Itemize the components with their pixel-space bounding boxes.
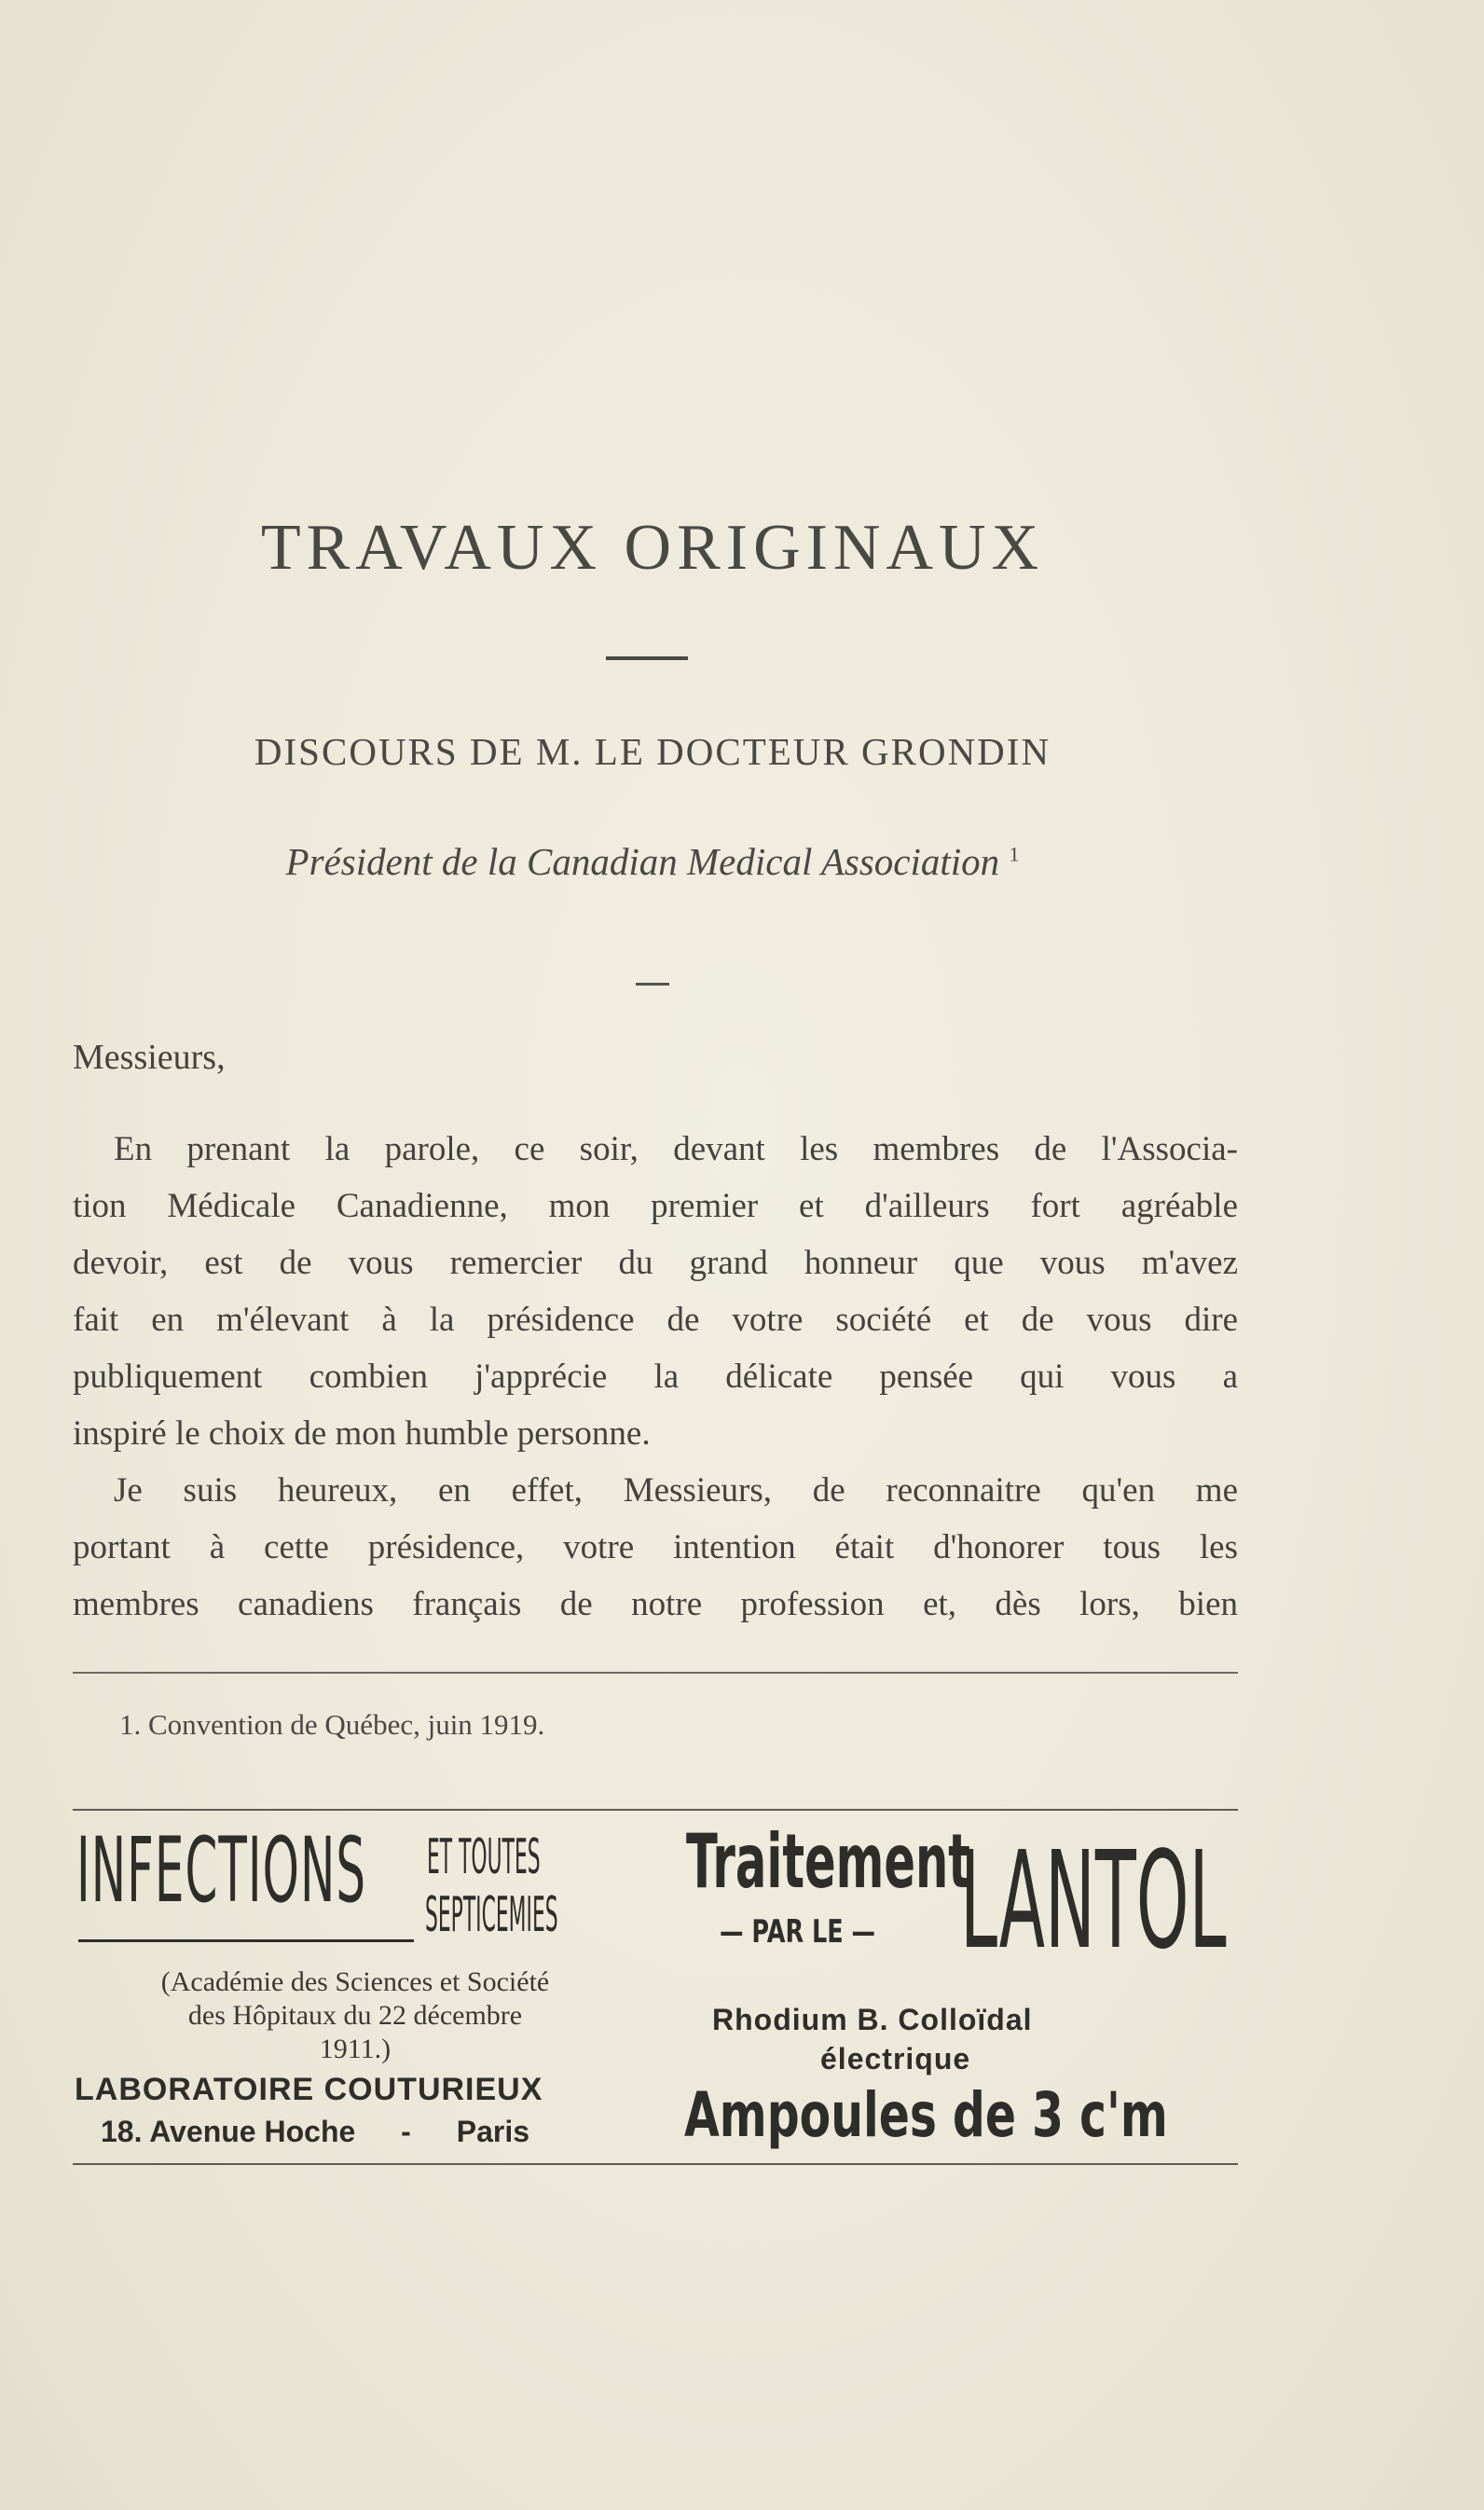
author-affiliation: [0, 839, 1305, 884]
ad-par-le: — PAR LE —: [720, 1913, 876, 1951]
section-dash: [636, 983, 669, 986]
title-divider: [606, 656, 688, 660]
text-line: fait en m'élevant à la présidence de votre société et de vous dire: [73, 1301, 1238, 1339]
ad-ampoules: Ampoules de 3 c'm: [684, 2079, 1168, 2151]
ad-address-city: Paris: [456, 2115, 529, 2148]
ad-lantol-brand: LANTOL: [960, 1822, 1227, 1979]
ad-address-sep: -: [401, 2115, 411, 2148]
text-line: Je suis heureux, en effet, Messieurs, de reconnaitre qu'en me: [114, 1471, 1238, 1510]
article-subtitle: DISCOURS DE M. LE DOCTEUR GRONDIN: [254, 730, 1051, 773]
text-line: membres canadiens français de notre profession et, dès lors, bien: [73, 1585, 1238, 1623]
ad-rhodium: Rhodium B. Colloïdal: [712, 2003, 1033, 2036]
ad-top-rule: [73, 1809, 1238, 1811]
ad-underline: [78, 1939, 414, 1942]
page-title: TRAVAUX ORIGINAUX: [260, 512, 1045, 584]
text-line: devoir, est de vous remercier du grand honneur que vous m'avez: [73, 1244, 1238, 1282]
ad-academie-note: [89, 1965, 621, 2066]
salutation: Messieurs,: [73, 1038, 226, 1077]
ad-septicemies: SEPTICEMIES: [425, 1887, 558, 1943]
ad-bottom-rule: [73, 2163, 1238, 2165]
footnote-rule: [73, 1672, 1238, 1674]
paragraph-2: [73, 1462, 1238, 1633]
ad-address-street: 18. Avenue Hoche: [101, 2115, 356, 2148]
ad-traitement: Traitement: [686, 1818, 971, 1905]
ad-et-toutes: ET TOUTES: [427, 1829, 541, 1885]
text-line: publiquement combien j'apprécie la délicate pensée qui vous a: [73, 1358, 1238, 1396]
footnote-marker: 1: [1009, 842, 1020, 866]
ad-electrique: électrique: [820, 2042, 971, 2076]
text-line: En prenant la parole, ce soir, devant les membres de l'Associa-: [114, 1130, 1238, 1168]
ad-infections-headline: INFECTIONS: [76, 1818, 367, 1923]
ad-academie-line: des Hôpitaux du 22 décembre: [187, 2000, 523, 2031]
footnote: 1. Convention de Québec, juin 1919.: [119, 1708, 545, 1741]
paragraph-1: [73, 1121, 1238, 1462]
ad-address: [101, 2115, 623, 2149]
ad-laboratoire: LABORATOIRE COUTURIEUX: [75, 2072, 543, 2107]
text-line: tion Médicale Canadienne, mon premier et d'ailleurs fort agréable: [73, 1187, 1238, 1225]
ad-academie-line: (Académie des Sciences et Société: [160, 1966, 550, 1997]
text-line: inspiré le choix de mon humble personne.: [73, 1414, 651, 1453]
text-line: portant à cette présidence, votre intention était d'honorer tous les: [73, 1528, 1238, 1566]
affiliation-text: Président de la Canadian Medical Association: [285, 840, 1000, 883]
ad-academie-line: 1911.): [319, 2034, 392, 2064]
